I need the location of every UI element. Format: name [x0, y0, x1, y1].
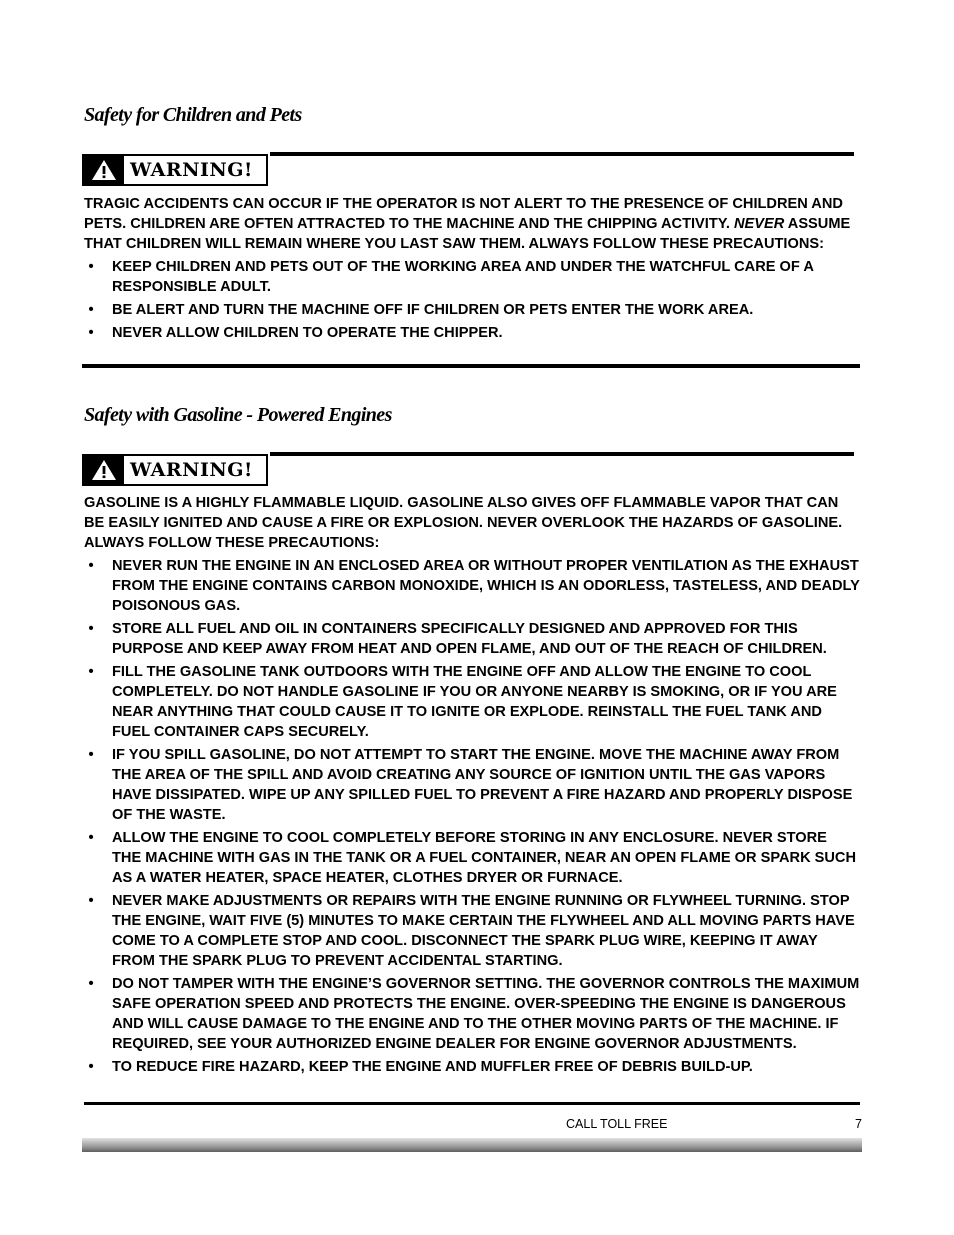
list-item: [84, 828, 860, 888]
warning-intro: [84, 194, 860, 254]
section-title-gasoline: Safety with Gasoline - Powered Engines: [84, 404, 392, 426]
list-item: [84, 257, 860, 297]
bullet-icon: •: [88, 302, 94, 318]
bullet-icon: •: [88, 830, 94, 846]
list-item-text: ALLOW THE ENGINE TO COOL COMPLETELY BEFORE STORING IN ANY ENCLOSURE. NEVER STORE THE MACHINE WITH GAS IN THE TANK OR A FUEL CONTAINER, NEAR AN OPEN FLAME OR SPARK SUCH AS A WATER HEATER, SPACE HEATER, CLOTHES DRYER OR FURNACE.: [112, 830, 857, 886]
footer-call-label: CALL TOLL FREE: [566, 1117, 668, 1131]
warning-body-children: [84, 194, 860, 343]
warning-label: WARNING!: [130, 459, 253, 481]
warning-badge: [82, 454, 268, 486]
list-item-text: FILL THE GASOLINE TANK OUTDOORS WITH THE ENGINE OFF AND ALLOW THE ENGINE TO COOL COMPLETELY. DO NOT HANDLE GASOLINE IF YOU OR ANYONE NEARBY IS SMOKING, OR IF YOU ARE NEAR ANYTHING THAT COULD CAUSE IT TO IGNITE OR EXPLODE. REINSTALL THE FUEL TANK AND FUEL CONTAINER CAPS SECURELY.: [112, 664, 837, 740]
warning-top-rule: [270, 452, 854, 456]
list-item-text: NEVER ALLOW CHILDREN TO OPERATE THE CHIPPER.: [112, 325, 503, 341]
precautions-list: [84, 257, 860, 343]
list-item: [84, 974, 860, 1054]
intro-text-cont: ASSUME THAT CHILDREN WILL REMAIN WHERE YOU LAST SAW THEM. ALWAYS FOLLOW THESE PRECAUTIONS:: [84, 216, 851, 252]
intro-emphasis: NEVER: [733, 216, 785, 232]
warning-label: WARNING!: [130, 159, 253, 181]
intro-text: TRAGIC ACCIDENTS CAN OCCUR IF THE OPERATOR IS NOT ALERT TO THE PRESENCE OF CHILDREN AND PETS. CHILDREN ARE OFTEN ATTRACTED TO THE MACHINE AND THE CHIPPING ACTIVITY.: [84, 196, 843, 232]
list-item-text: BE ALERT AND TURN THE MACHINE OFF IF CHILDREN OR PETS ENTER THE WORK AREA.: [112, 302, 754, 318]
list-item-text: DO NOT TAMPER WITH THE ENGINE’S GOVERNOR SETTING. THE GOVERNOR CONTROLS THE MAXIMUM SAFE OPERATION SPEED AND PROTECTS THE ENGINE. OVER-SPEEDING THE ENGINE IS DANGEROUS AND WILL CAUSE DAMAGE TO THE ENGINE AND TO THE OTHER MOVING PARTS OF THE MACHINE. IF REQUIRED, SEE YOUR AUTHORIZED ENGINE DEALER FOR ENGINE GOVERNOR ADJUSTMENTS.: [112, 976, 860, 1052]
list-item-text: TO REDUCE FIRE HAZARD, KEEP THE ENGINE AND MUFFLER FREE OF DEBRIS BUILD-UP.: [112, 1059, 753, 1075]
list-item: [84, 300, 860, 320]
list-item-text: KEEP CHILDREN AND PETS OUT OF THE WORKING AREA AND UNDER THE WATCHFUL CARE OF A RESPONSIBLE ADULT.: [112, 259, 814, 295]
bullet-icon: •: [88, 893, 94, 909]
bullet-icon: •: [88, 664, 94, 680]
bullet-icon: •: [88, 325, 94, 341]
warning-header: [82, 452, 854, 488]
bullet-icon: •: [88, 558, 94, 574]
bullet-icon: •: [88, 621, 94, 637]
list-item-text: NEVER RUN THE ENGINE IN AN ENCLOSED AREA OR WITHOUT PROPER VENTILATION AS THE EXHAUST FROM THE ENGINE CONTAINS CARBON MONOXIDE, WHICH IS AN ODORLESS, TASTELESS, AND DEADLY POISONOUS GAS.: [112, 558, 860, 614]
warning-triangle-icon: [84, 156, 124, 184]
warning-intro: GASOLINE IS A HIGHLY FLAMMABLE LIQUID. GASOLINE ALSO GIVES OFF FLAMMABLE VAPOR THAT CAN BE EASILY IGNITED AND CAUSE A FIRE OR EXPLOSION. NEVER OVERLOOK THE HAZARDS OF GASOLINE. ALWAYS FOLLOW THESE PRECAUTIONS:: [84, 495, 843, 551]
list-item-text: STORE ALL FUEL AND OIL IN CONTAINERS SPECIFICALLY DESIGNED AND APPROVED FOR THIS PURPOSE AND KEEP AWAY FROM HEAT AND OPEN FLAME, AND OUT OF THE REACH OF CHILDREN.: [112, 621, 827, 657]
page-number: 7: [855, 1117, 862, 1131]
list-item-text: NEVER MAKE ADJUSTMENTS OR REPAIRS WITH THE ENGINE RUNNING OR FLYWHEEL TURNING. STOP THE ENGINE, WAIT FIVE (5) MINUTES TO MAKE CERTAIN THE FLYWHEEL AND ALL MOVING PARTS HAVE COME TO A COMPLETE STOP AND COOL. DISCONNECT THE SPARK PLUG WIRE, KEEPING IT AWAY FROM THE SPARK PLUG TO PREVENT ACCIDENTAL STARTING.: [112, 893, 855, 969]
list-item: [84, 662, 860, 742]
list-item-text: IF YOU SPILL GASOLINE, DO NOT ATTEMPT TO START THE ENGINE. MOVE THE MACHINE AWAY FROM THE AREA OF THE SPILL AND AVOID CREATING ANY SOURCE OF IGNITION UNTIL THE GAS VAPORS HAVE DISSIPATED. WIPE UP ANY SPILLED FUEL TO PREVENT A FIRE HAZARD AND PROPERLY DISPOSE OF THE WASTE.: [112, 747, 853, 823]
footer-rule: [84, 1102, 860, 1105]
list-item: [84, 619, 860, 659]
list-item: [84, 1057, 860, 1077]
bullet-icon: •: [88, 1059, 94, 1075]
precautions-list: [84, 556, 860, 1077]
list-item: [84, 556, 860, 616]
section-title-children-pets: Safety for Children and Pets: [84, 104, 302, 126]
warning-header: [82, 152, 854, 188]
bullet-icon: •: [88, 976, 94, 992]
warning-body-gasoline: [84, 493, 860, 1077]
footer-gradient-bar: [82, 1138, 862, 1152]
section-bottom-rule: [82, 364, 860, 368]
warning-triangle-icon: [84, 456, 124, 484]
list-item: [84, 745, 860, 825]
bullet-icon: •: [88, 747, 94, 763]
list-item: [84, 891, 860, 971]
bullet-icon: •: [88, 259, 94, 275]
list-item: [84, 323, 860, 343]
warning-badge: [82, 154, 268, 186]
warning-top-rule: [270, 152, 854, 156]
